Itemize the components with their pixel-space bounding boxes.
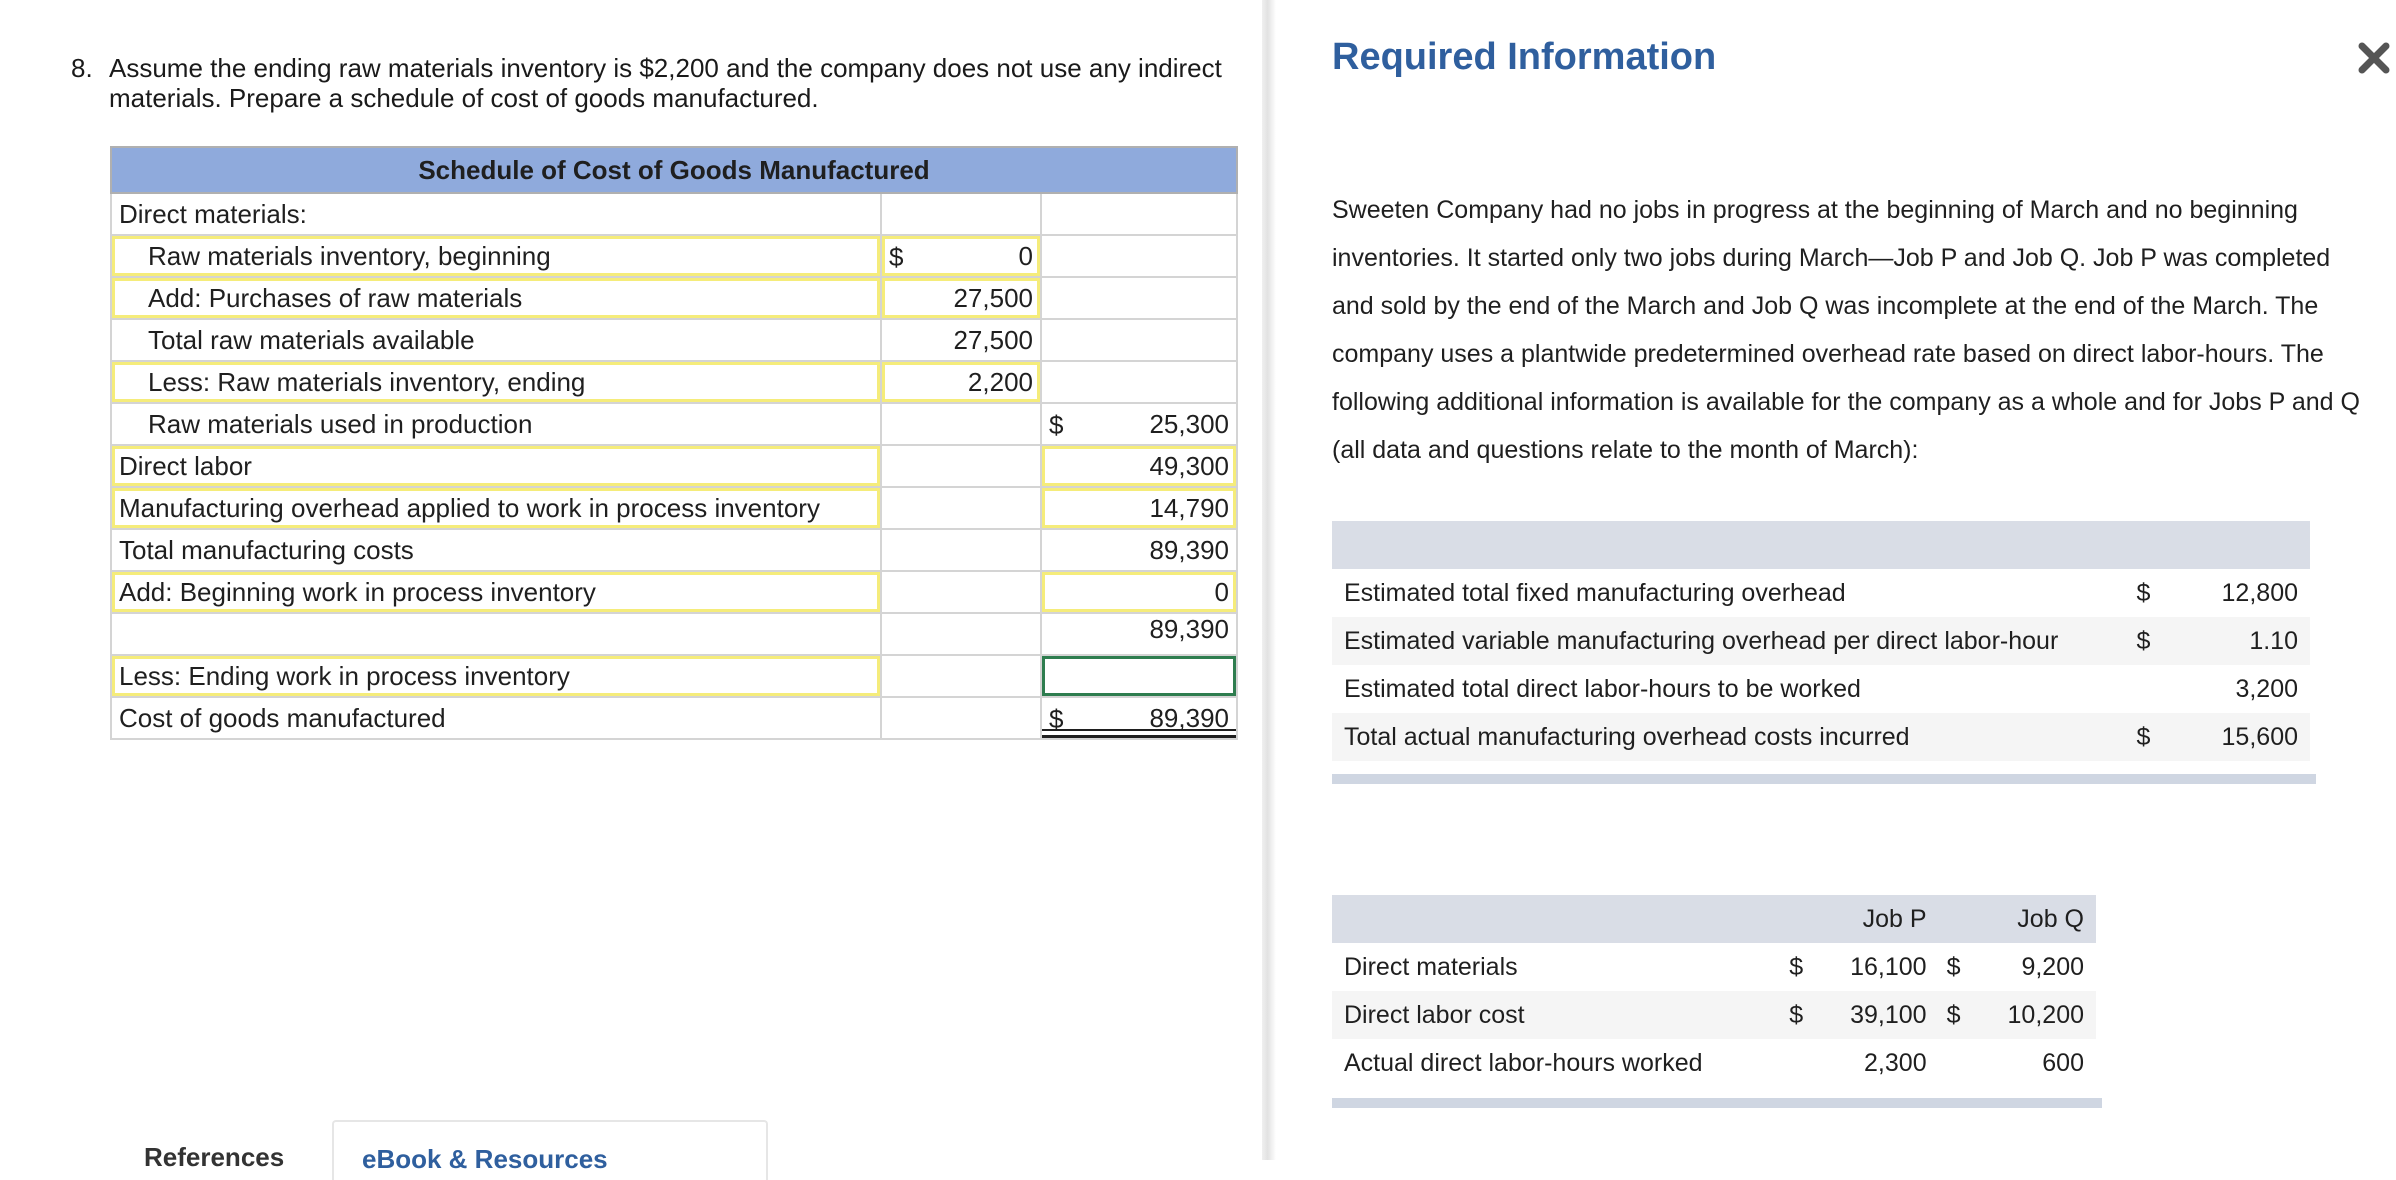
amount-value: 25,300	[1149, 408, 1229, 439]
amount-cell-b	[1041, 277, 1237, 319]
ending-wip-input[interactable]	[1041, 655, 1237, 697]
amount-input-a[interactable]: 2,200	[881, 361, 1041, 403]
amount-cell-a	[881, 445, 1041, 487]
amount-input-b[interactable]: 14,790	[1041, 487, 1237, 529]
jobs-info-table	[1332, 895, 2096, 1087]
row-label: Total manufacturing costs	[111, 529, 881, 571]
currency-sign	[1781, 1039, 1817, 1087]
table-footer-bar	[1332, 774, 2316, 784]
table-row	[111, 571, 1237, 613]
table-row	[111, 613, 1237, 655]
column-header-job-p: Job P	[1817, 895, 1938, 943]
amount-input-a[interactable]: 27,500	[881, 277, 1041, 319]
amount-cell-a	[881, 571, 1041, 613]
table-row	[111, 487, 1237, 529]
amount-cell-b	[1041, 193, 1237, 235]
table-row	[1332, 665, 2310, 713]
job-p-value: 39,100	[1817, 991, 1938, 1039]
job-q-value: 9,200	[2021, 952, 2084, 981]
info-value: 1.10	[2187, 617, 2310, 665]
overhead-info-table	[1332, 521, 2310, 761]
table-row	[111, 697, 1237, 739]
job-p-value: 2,300	[1864, 1048, 1927, 1077]
amount-cell-a	[881, 487, 1041, 529]
amount-input-b[interactable]: 0	[1041, 571, 1237, 613]
close-button[interactable]	[2356, 40, 2392, 76]
currency-sign: $	[2124, 617, 2187, 665]
info-label: Estimated total fixed manufacturing overhead	[1344, 578, 1846, 607]
amount-cell-b	[1041, 361, 1237, 403]
table-footer-bar	[1332, 1098, 2102, 1108]
amount-cell-a	[881, 613, 1041, 655]
amount-cell-a	[881, 529, 1041, 571]
row-label-input[interactable]: Add: Purchases of raw materials	[111, 277, 881, 319]
currency-sign: $	[2136, 578, 2151, 607]
amount-cell-b: 89,390	[1041, 613, 1237, 655]
row-label-input[interactable]: Manufacturing overhead applied to work in process inventory	[111, 487, 881, 529]
amount-cell-b	[1041, 235, 1237, 277]
table-row	[1332, 991, 2096, 1039]
tab-references[interactable]: References	[144, 1142, 285, 1172]
table-row	[111, 193, 1237, 235]
info-value: 15,600	[2187, 713, 2310, 761]
amount-cell-b: 89,390	[1041, 529, 1237, 571]
info-value: 3,200	[2235, 674, 2298, 703]
cogm-schedule-table	[110, 146, 1238, 740]
tab-ebook-resources[interactable]	[332, 1120, 768, 1180]
row-label	[111, 613, 881, 655]
currency-sign: $	[1946, 952, 1961, 981]
question-body: Assume the ending raw materials inventory is $2,200 and the company does not use any indirect materials. Prepare a schedule of cost of goods manufactured.	[109, 53, 1222, 113]
currency-sign: $	[1781, 991, 1817, 1039]
tab-ebook-label: eBook & Resources	[362, 1144, 608, 1174]
table-row	[1332, 943, 2096, 991]
table-header-row	[1332, 895, 2096, 943]
table-row	[111, 529, 1237, 571]
currency-sign: $	[1049, 410, 1064, 440]
panel-title: Required Information	[1332, 36, 1717, 78]
amount-cell-b	[1041, 319, 1237, 361]
table-row	[1332, 713, 2310, 761]
amount-cell-b	[1041, 403, 1237, 445]
currency-sign	[1939, 1039, 1975, 1087]
currency-sign: $	[1049, 704, 1064, 734]
job-q-value: 10,200	[1975, 991, 2096, 1039]
row-label: Cost of goods manufactured	[111, 697, 881, 739]
amount-input-b[interactable]: 49,300	[1041, 445, 1237, 487]
table-row	[1332, 569, 2310, 617]
table-row	[111, 655, 1237, 697]
amount-cell-a	[881, 193, 1041, 235]
table-row	[111, 235, 1237, 277]
amount-cell-a	[881, 655, 1041, 697]
table-row	[111, 277, 1237, 319]
table-row	[111, 319, 1237, 361]
row-label-input[interactable]: Less: Ending work in process inventory	[111, 655, 881, 697]
info-label: Estimated total direct labor-hours to be worked	[1344, 674, 1861, 703]
row-label: Direct materials:	[111, 193, 881, 235]
amount-value: 89,390	[1149, 702, 1229, 733]
row-label-input[interactable]: Raw materials inventory, beginning	[111, 235, 881, 277]
table-row	[111, 361, 1237, 403]
row-label-input[interactable]: Direct labor	[111, 445, 881, 487]
amount-input-a[interactable]	[881, 235, 1041, 277]
currency-sign: $	[2124, 713, 2187, 761]
table-row	[1332, 1039, 2096, 1087]
amount-cell-a	[881, 697, 1041, 739]
currency-sign: $	[1789, 952, 1804, 981]
column-header-job-q: Job Q	[1975, 895, 2096, 943]
info-label: Total actual manufacturing overhead costs incurred	[1332, 713, 2124, 761]
amount-value: 0	[1018, 240, 1033, 271]
row-label-input[interactable]: Less: Raw materials inventory, ending	[111, 361, 881, 403]
amount-cell-a	[881, 403, 1041, 445]
table-row	[111, 445, 1237, 487]
currency-sign: $	[1939, 991, 1975, 1039]
info-value: 12,800	[2221, 578, 2298, 607]
info-label: Actual direct labor-hours worked	[1344, 1048, 1703, 1077]
schedule-title: Schedule of Cost of Goods Manufactured	[111, 147, 1237, 193]
amount-cell-a: 27,500	[881, 319, 1041, 361]
info-label: Estimated variable manufacturing overhead per direct labor-hour	[1332, 617, 2124, 665]
problem-description: Sweeten Company had no jobs in progress at the beginning of March and no beginning inventories. It started only two jobs during March—Job P and Job Q. Job P was completed and sold by the end of the March and Job Q was incomplete at the end of the March. The company uses a plantwide predetermined overhead rate based on direct labor-hours. The following additional information is available for the company as a whole and for Jobs P and Q (all data and questions relate to the month of March):	[1332, 196, 2360, 464]
currency-sign	[2124, 665, 2187, 713]
close-icon	[2356, 40, 2392, 76]
currency-sign: $	[889, 242, 904, 272]
job-q-value: 600	[2042, 1048, 2084, 1077]
info-label: Direct materials	[1344, 952, 1518, 981]
table-row	[111, 403, 1237, 445]
row-label-input[interactable]: Add: Beginning work in process inventory	[111, 571, 881, 613]
required-information-pane	[1276, 0, 2396, 1160]
row-label: Raw materials used in production	[111, 403, 881, 445]
job-p-value: 16,100	[1850, 952, 1927, 981]
question-number: 8.	[71, 53, 93, 83]
amount-cell-b	[1041, 697, 1237, 739]
pane-divider[interactable]	[1262, 0, 1276, 1160]
table-row	[1332, 617, 2310, 665]
question-text	[71, 53, 1251, 113]
row-label: Total raw materials available	[111, 319, 881, 361]
info-label: Direct labor cost	[1332, 991, 1781, 1039]
